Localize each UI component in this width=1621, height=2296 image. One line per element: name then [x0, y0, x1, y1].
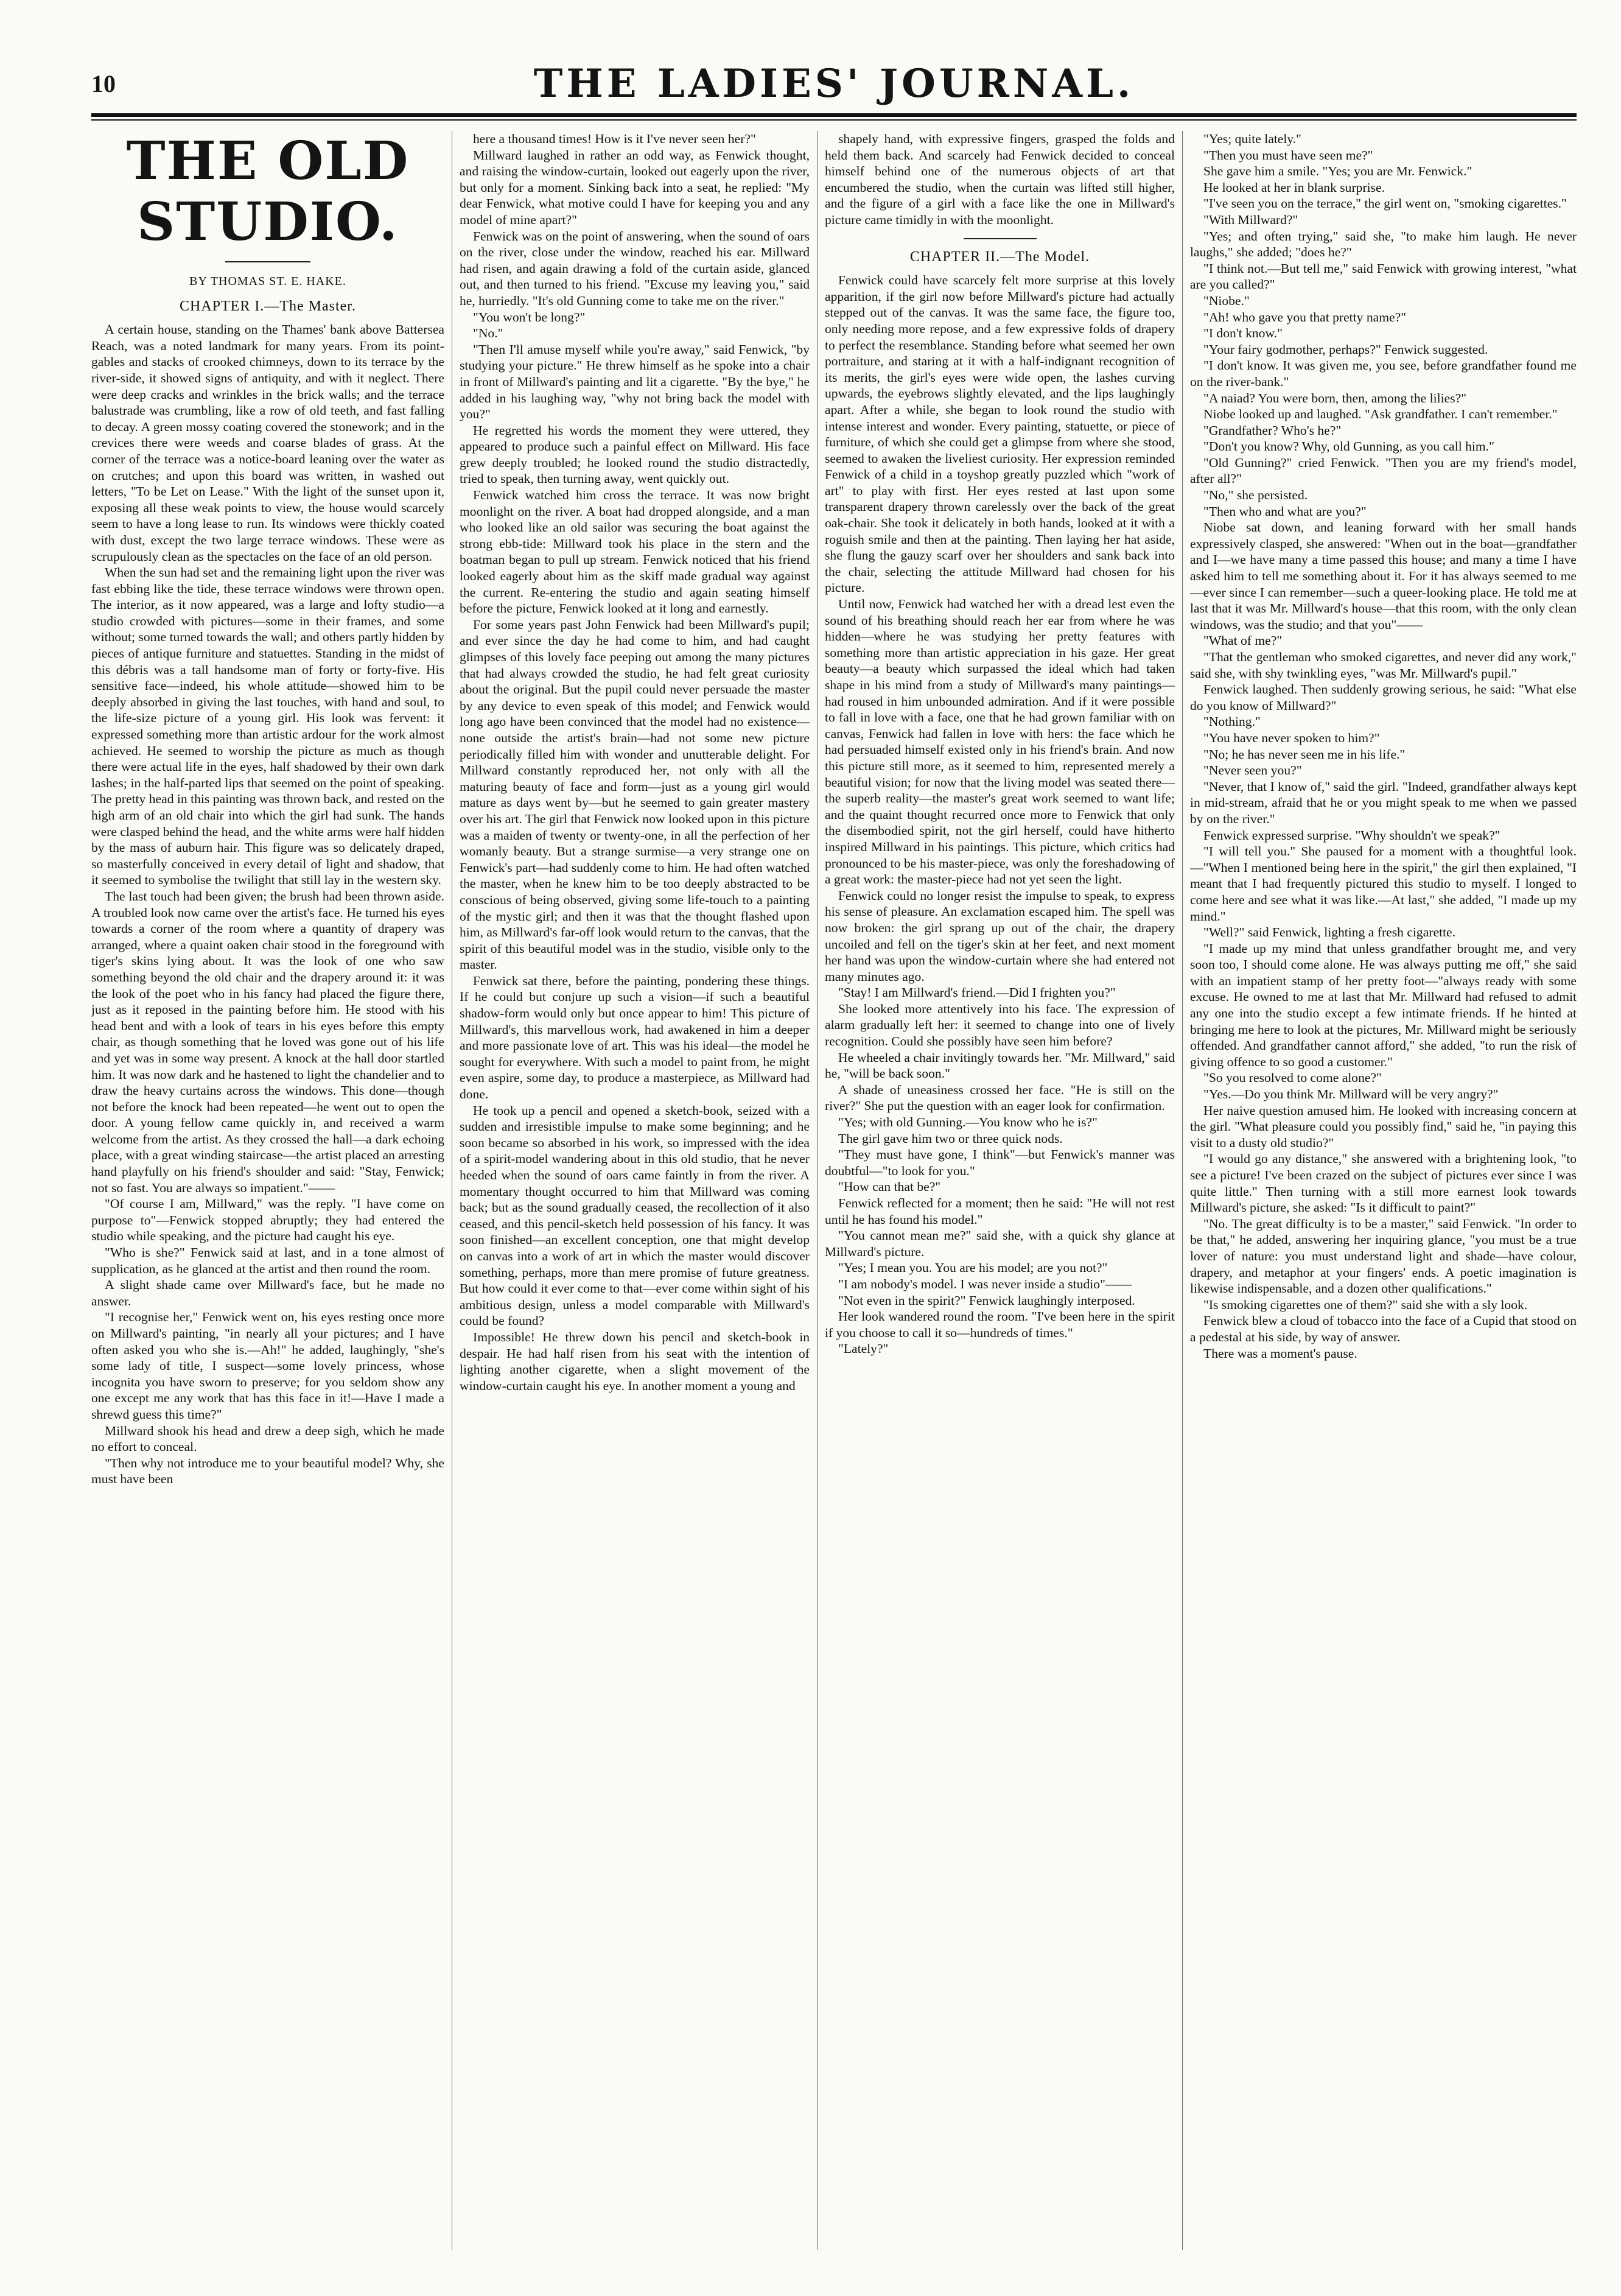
paragraph: "Who is she?" Fenwick said at last, and in a tone almost of supplication, as he glanced at the artist and then round the room. — [91, 1245, 444, 1276]
column-2-body — [460, 131, 810, 1394]
paragraph: "I've seen you on the terrace," the girl went on, "smoking cigarettes." — [1203, 196, 1567, 211]
paragraph: Fenwick could have scarcely felt more surprise at this lovely apparition, if the girl now before Millward's picture had actually stepped out of the canvas. It was the same face, the figure too, only needing more repose, and a few expressive folds of drapery to perfect the resemblance. Standing before what seemed her own portraiture, and staring at it with a half-indignant recognition of its merits, the girl's eyes were wide open, the lashes curving upwards, the eyebrows slightly elevated, and the lips laughingly apart. After a while, she began to look round the studio with intense interest and wonder. Every painting, statuette, or piece of furniture, of which she could get a glimpse from where she stood, seemed to awaken the liveliest curiosity. Her expression reminded Fenwick of a child in a toyshop greatly puzzled which "work of art" to play with first. Her eyes rested at last upon some transparent drapery thrown carelessly over the back of the great oak-chair. She took it delicately in both hands, looked at it with a roguish smile and then at the painting. Then laying her hat aside, she flung the gauzy scarf over her shoulders and sank back into the chair, selecting the attitude Millward had chosen for his picture. — [825, 273, 1175, 595]
paragraph: He looked at her in blank surprise. — [1203, 180, 1385, 195]
paragraph: "Then I'll amuse myself while you're away," said Fenwick, "by studying your picture." He threw himself as he spoke into a chair in front of Millward's painting and lit a cigarette. "By the bye," he added in his laughing way, "why not bring back the model with you?" — [460, 342, 810, 422]
page-number: 10 — [91, 70, 116, 97]
column-divider — [817, 131, 818, 2250]
paragraph: shapely hand, with expressive fingers, grasped the folds and held them back. And scarcely had Fenwick decided to conceal himself behind one of the numerous objects of art that encumbered the studio, when the curtain was lifted still higher, and the figure of a girl with a face like the one in Millward's picture came timidly in with the moonlight. — [825, 132, 1175, 227]
paragraph: She looked more attentively into his face. The expression of alarm gradually left her: it seemed to change into one of lively recognition. Could she possibly have seen him before? — [825, 1001, 1175, 1049]
chapter-2-heading: CHAPTER II.—The Model. — [909, 248, 1090, 265]
masthead — [91, 61, 1577, 110]
title-rule — [225, 261, 310, 262]
paragraph: "I don't know. It was given me, you see, before grandfather found me on the river-bank." — [1190, 358, 1577, 389]
paragraph: "Then you must have seen me?" — [1203, 147, 1373, 163]
paragraph: "Yes; and often trying," said she, "to make him laugh. He never laughs," she added; "does he?" — [1190, 228, 1577, 260]
paragraph: "Then who and what are you?" — [1203, 504, 1367, 519]
paragraph: "I made up my mind that unless grandfather brought me, and very soon too, I should come alone. He was always putting me off," she said with an impatient stamp of her pretty foot—"always ready with some excuse. He owned to me at last that Mr. Millward had refused to admit any one into the studio except a few intimate friends. If he hinted at bringing me here to look at the pictures, Mr. Millward might be seriously offended. And grandfather cannot afford," she added, "to run the risk of giving offence to so good a customer." — [1190, 941, 1577, 1069]
paragraph: Fenwick was on the point of answering, when the sound of oars on the river, close under the window, reached his ear. Millward had risen, and again drawing a fold of the curtain aside, glanced out, and then turned to his friend. "Excuse my leaving you," said he, hurriedly. "It's old Gunning come to take me on the river." — [460, 228, 810, 308]
column-divider — [1182, 131, 1183, 2250]
paragraph: The girl gave him two or three quick nods. — [838, 1131, 1063, 1146]
column-4-body — [1190, 131, 1577, 1361]
story-title: THE OLD STUDIO. — [126, 131, 410, 253]
paragraph: A certain house, standing on the Thames' bank above Battersea Reach, was a noted landmark for many years. From its point-gables and stacks of crooked chimneys, down to its terrace by the river-side, it showed signs of antiquity, and with it neglect. There were deep cracks and wrinkles in the brick walls; and the terrace balustrade was crumbling, like a row of old teeth, and fast falling to decay. A green mossy coating covered the stonework; and in the crevices there were weeds and coarse blades of grass. At the corner of the terrace was a notice-board leaning over the water as on crutches; and upon this board was written, in washed out letters, "To be Let on Lease." With the light of the sunset upon it, exposing all these weak points to view, the house would scarcely seem to have a long lease to run. Its windows were thickly coated with dust, except the two large terrace windows. These were as scrupulously clean as the spectacles on the face of an old person. — [91, 322, 444, 564]
paragraph: He wheeled a chair invitingly towards her. "Mr. Millward," said he, "will be back soon." — [825, 1050, 1175, 1081]
paragraph: "Never seen you?" — [1203, 763, 1302, 778]
column-3 — [825, 131, 1175, 2256]
paragraph: "Yes; with old Gunning.—You know who he is?" — [838, 1115, 1098, 1130]
paragraph: "You cannot mean me?" said she, with a quick shy glance at Millward's picture. — [825, 1228, 1175, 1259]
paragraph: "Stay! I am Millward's friend.—Did I frighten you?" — [838, 985, 1116, 1000]
paragraph: "Your fairy godmother, perhaps?" Fenwick suggested. — [1203, 342, 1488, 357]
column-1 — [91, 131, 444, 2256]
paragraph: When the sun had set and the remaining light upon the river was fast ebbing like the tide, these terrace windows were thrown open. The interior, as it now appeared, was a large and lofty studio—a studio crowded with pictures—some in their frames, and some without; some turned towards the wall; and others partly hidden by pieces of antique furniture and statuettes. Standing in the midst of this débris was a tall handsome man of forty or forty-five. His sensitive face—indeed, his whole attitude—showed him to be deeply absorbed in giving the last touches, with hand and soul, to the life-size picture of a young girl. His look was fervent: it expressed something more than artistic ardour for the work almost achieved. He seemed to worship the picture as much as though there were actual life in the eyes, half shadowed by their own dark lashes; in the half-parted lips that seemed on the point of speaking. The pretty head in this painting was thrown back, and rested on the high arm of an old chair into which the girl had sunk. The hands were clasped behind the head, and the white arms were half hidden by the mass of auburn hair. This figure was so delicately draped, so masterfully conceived in every detail of light and shadow, that it seemed to symbolise the twilight that still lay in the western sky. — [91, 565, 444, 888]
paragraph: "I am nobody's model. I was never inside a studio"—— — [838, 1276, 1132, 1291]
paragraph: "I will tell you." She paused for a moment with a thoughtful look.—"When I mentioned being here in the spirit," the girl then explained, "I meant that I had frequently pictured this studio to myself. I longed to come here and see what it was like.—At last," she added, "I made up my mind." — [1190, 844, 1577, 924]
column-1-body — [91, 321, 444, 1487]
paragraph: "I recognise her," Fenwick went on, his eyes resting once more on Millward's painting, "in nearly all your pictures; and I have often asked you who she is.—Ah!" he added, laughingly, "she's some lady of title, I suspect—some lovely princess, whose incognita you have sworn to preserve; for you seldom show any one except me any work that has this face in it!—Have I made a shrewd guess this time?" — [91, 1310, 444, 1422]
paragraph: "Never, that I know of," said the girl. "Indeed, grandfather always kept in mid-stream, afraid that he or you might speak to me when we passed by on the river." — [1190, 779, 1577, 826]
paragraph: "Ah! who gave you that pretty name?" — [1203, 309, 1407, 325]
paragraph: "No. The great difficulty is to be a master," said Fenwick. "In order to be that," he added, answering her inquiring glance, "you must be a true lover of nature: you must understand light and shade—have colour, drapery, and metaphor at your fingers' ends. A poetic imagination is likewise indispensable, and a dozen other qualifications." — [1190, 1216, 1577, 1296]
paragraph: here a thousand times! How is it I've never seen her?" — [473, 132, 756, 146]
paragraph: Fenwick could no longer resist the impulse to speak, to express his sense of pleasure. An exclamation escaped him. The spell was now broken: the girl sprang up out of the chair, the drapery uncoiled and fell on the tiger's skin at her feet, and next moment her hand was upon the window-curtain where she had entered not many minutes ago. — [825, 888, 1175, 984]
byline: BY THOMAS ST. E. HAKE. — [189, 275, 346, 288]
paragraph: Impossible! He threw down his pencil and sketch-book in despair. He had half risen from his seat with the intention of lighting another cigarette, when a slight movement of the window-curtain caught his eye. In another moment a young and — [460, 1329, 810, 1393]
paragraph: "Old Gunning?" cried Fenwick. "Then you are my friend's model, after all?" — [1190, 455, 1577, 486]
paragraph: Her look wandered round the room. "I've been here in the spirit if you choose to call it so—hundreds of times." — [825, 1309, 1175, 1340]
paragraph: "Don't you know? Why, old Gunning, as you call him." — [1203, 439, 1494, 454]
paragraph: "A naiad? You were born, then, among the lilies?" — [1203, 390, 1467, 405]
paragraph: "Nothing." — [1203, 714, 1261, 729]
chapter-1-heading: CHAPTER I.—The Master. — [180, 298, 356, 314]
paragraph: "Then why not introduce me to your beautiful model? Why, she must have been — [91, 1455, 444, 1487]
column-4 — [1190, 131, 1577, 2256]
paragraph: Niobe looked up and laughed. "Ask grandfather. I can't remember." — [1203, 407, 1558, 422]
paragraph: Fenwick laughed. Then suddenly growing serious, he said: "What else do you know of Millward?" — [1190, 682, 1577, 713]
paragraph: "Lately?" — [838, 1341, 889, 1357]
paragraph: "No," she persisted. — [1203, 488, 1308, 503]
paragraph: The last touch had been given; the brush had been thrown aside. A troubled look now came over the artist's face. He turned his eyes towards a corner of the room where a quantity of drapery was arranged, where a quaint oaken chair stood in the foreground with tiger's skins lying about. It was the look of one who saw something beyond the old chair and the drapery around it: it was the look of the poet who in his fancy had placed the figure there, just as it reposed in the painting before him. He stood with his head bent and with a look of tears in his eyes before this empty chair, as though something that he loved was gone out of his life and yet was in some way present. A knock at the hall door startled him. It was now dark and he hastened to light the chandelier and to draw the heavy curtains across the windows. This done—though not before the knock had been repeated—he went out to open the door. A young fellow came quickly in, and received a warm welcome from the artist. As they crossed the hall—a dark echoing place, with a great winding staircase—the artist placed an arresting hand playfully on his friend's shoulder and said: "Stay, Fenwick; not so fast. You are always so impatient."—— — [91, 888, 444, 1195]
paragraph: "I would go any distance," she answered with a brightening look, "to see a picture! I've been crazed on the subject of pictures ever since I was quite little." Then turning with a still more earnest look towards Millward's picture, she asked: "Is it difficult to paint?" — [1190, 1151, 1577, 1215]
paragraph: "Grandfather? Who's he?" — [1203, 423, 1342, 438]
paragraph: Millward shook his head and drew a deep sigh, which he made no effort to conceal. — [91, 1423, 444, 1455]
paragraph: There was a moment's pause. — [1203, 1346, 1357, 1361]
paragraph: "Niobe." — [1203, 293, 1250, 308]
paragraph: Her naive question amused him. He looked with increasing concern at the girl. "What pleasure could you possibly find," said he, "in paying this visit to a dusty old studio?" — [1190, 1103, 1577, 1150]
paragraph: "That the gentleman who smoked cigarettes, and never did any work," said she, with shy twinkling eyes, "was Mr. Millward's pupil." — [1190, 650, 1577, 681]
paragraph: "They must have gone, I think"—but Fenwick's manner was doubtful—"to look for you." — [825, 1147, 1175, 1178]
paragraph: Fenwick sat there, before the painting, pondering these things. If he could but conjure up such a vision—if such a beautiful shadow-form would only but once appear to him! This picture of Millward's, this marvellous work, had awakened in him a deeper and more passionate love of art. This was his ideal—the model he sought for everywhere. With such a model to paint from, he might even aspire, some day, to produce a masterpiece, as Millward had done. — [460, 973, 810, 1102]
paragraph: "No; he has never seen me in his life." — [1203, 746, 1406, 762]
paragraph: He took up a pencil and opened a sketch-book, seized with a sudden and irresistible impulse to make some beginning; and he soon became so absorbed in his work, so impressed with the idea of a spirit-model wandering about in this old studio, that he never heeded when the sound of oars came faintly in from the river. A momentary thought occurred to him that Millward was coming back; but as the sound gradually ceased, the recollection of it also ceased, and this pencil-sketch held possession of his fancy. It was soon finished—an excellent conception, one that might develop on canvas into a work of art in which the master would discover something, perhaps, more than mere promise of future greatness. But how could it ever come to that—ever come within sight of his ambitious design, unless a model comparable with Millward's could be found? — [460, 1103, 810, 1329]
paragraph: "Is smoking cigarettes one of them?" said she with a sly look. — [1203, 1297, 1528, 1312]
header-rule — [91, 113, 1577, 117]
paragraph: "What of me?" — [1203, 633, 1283, 648]
paragraph: He regretted his words the moment they were uttered, they appeared to produce such a painful effect on Millward. His face grew deeply troubled; he looked round the studio distractedly, tried to speak, then turning away, went quickly out. — [460, 423, 810, 486]
paragraph: "With Millward?" — [1203, 212, 1298, 227]
paragraph: "Yes; I mean you. You are his model; are you not?" — [838, 1260, 1108, 1276]
paragraph: "Well?" said Fenwick, lighting a fresh cigarette. — [1203, 925, 1456, 940]
paragraph: "I think not.—But tell me," said Fenwick with growing interest, "what are you called?" — [1190, 261, 1577, 292]
paragraph: "No." — [473, 326, 503, 341]
journal-title: THE LADIES' JOURNAL. — [533, 61, 1135, 107]
paragraph: "Yes.—Do you think Mr. Millward will be very angry?" — [1203, 1087, 1499, 1102]
paragraph: Until now, Fenwick had watched her with a dread lest even the sound of his breathing should reach her ear from where he was hidden—where he was studying her pretty features with something more than artistic appreciation in his gaze. Her great beauty—a beauty which surpassed the ideal which had taken shape in his mind from a study of Millward's many paintings—had roused in him unbounded admiration. And if it were possible to fall in love with a face, one that he had grown familiar with on canvas, Fenwick had fallen in love with hers: the face which he had persuaded himself existed only in his friend's brain. And now this picture still more, as it seemed to him, represented merely a beautiful vision; for now that the living model was seated there—the superb reality—the master's great work seemed to want life; and the quaint thought recurred once more to Fenwick that only the disembodied spirit, not the girl herself, could have hitherto inspired Millward in his paintings. This picture, which critics had pronounced to be his master-piece, was only the foreshadowing of a great work: the master-piece had not yet seen the light. — [825, 597, 1175, 887]
column-2 — [460, 131, 810, 2256]
paragraph: Fenwick watched him cross the terrace. It was now bright moonlight on the river. A boat had dropped alongside, and a man who looked like an old sailor was securing the boat against the strong ebb-tide: Millward took his place in the stern and the boatman began to pull up stream. Fenwick noticed that his friend looked eagerly about him as the skiff made gradual way against the current. Re-entering the studio and again seating himself before the picture, Fenwick looked at it long and earnestly. — [460, 488, 810, 616]
paragraph: "You won't be long?" — [473, 309, 586, 325]
paragraph: "Not even in the spirit?" Fenwick laughingly interposed. — [838, 1293, 1135, 1308]
paragraph: "You have never spoken to him?" — [1203, 730, 1380, 745]
paragraph: Niobe sat down, and leaning forward with her small hands expressively clasped, she answered: "When out in the boat—grandfather and I—we have many a time passed this house; and many a time I have asked him to tell me something about it. For it has always seemed to me—ever since I can remember—such a queer-looking place. He told me at last that it was Mr. Millward's house—that this room, with the only clean windows, was the studio; and that you"—— — [1190, 520, 1577, 632]
paragraph: "So you resolved to come alone?" — [1203, 1070, 1382, 1086]
paragraph: Fenwick expressed surprise. "Why shouldn't we speak?" — [1203, 827, 1500, 843]
column-3-body-b — [825, 272, 1175, 1357]
paragraph: "Yes; quite lately." — [1203, 132, 1301, 146]
paragraph: "How can that be?" — [838, 1179, 941, 1195]
column-3-body-a — [825, 131, 1175, 228]
header-rule-thin — [91, 119, 1577, 121]
section-rule — [964, 238, 1037, 239]
paragraph: "I don't know." — [1203, 326, 1283, 341]
paragraph: She gave him a smile. "Yes; you are Mr. Fenwick." — [1203, 164, 1472, 179]
paragraph: A shade of uneasiness crossed her face. "He is still on the river?" She put the question with an eager look for confirmation. — [825, 1082, 1175, 1114]
paragraph: Millward laughed in rather an odd way, as Fenwick thought, and raising the window-curtain, looked out eagerly upon the river, but only for a moment. Sinking back into a seat, he replied: "My dear Fenwick, what motive could I have for keeping you and any model of mine apart?" — [460, 147, 810, 227]
paragraph: Fenwick reflected for a moment; then he said: "He will not rest until he has found his model." — [825, 1196, 1175, 1227]
paragraph: For some years past John Fenwick had been Millward's pupil; and ever since the day he had come to him, and had caught glimpses of this lovely face peeping out among the many pictures that had always crowded the studio, he had felt great curiosity about the original. But the pupil could never persuade the master by any device to even speak of this model; and Fenwick would long ago have been convinced that the model had no existence—none outside the artist's brain—had not some new picture periodically filled him with wonder and unutterable delight. For Millward constantly reproduced her, not only with all the maturing beauty of face and form—just as a young girl would mature as days went by—but he seemed to gain greater mastery over his art. The girl that Fenwick now looked upon in this picture was a maiden of twenty or twenty-one, in all the perfection of her womanly beauty. But a strange surmise—a very strange one on Fenwick's part—had suddenly come to him. He had often watched the master, when he knew him to be too deeply abstracted to be conscious of being observed, giving some life-touch to a painting of the mystic girl; and then it was that the thought flashed upon him, as Millward's far-off look would return to the canvas, that the spirit of this beautiful model was in the studio, visible only to the master. — [460, 617, 810, 972]
paragraph: "Of course I am, Millward," was the reply. "I have come on purpose to"—Fenwick stopped abruptly; they had entered the studio while speaking, and the picture had caught his eye. — [91, 1196, 444, 1244]
paragraph: Fenwick blew a cloud of tobacco into the face of a Cupid that stood on a pedestal at his side, by way of answer. — [1190, 1313, 1577, 1344]
paragraph: A slight shade came over Millward's face, but he made no answer. — [91, 1277, 444, 1308]
